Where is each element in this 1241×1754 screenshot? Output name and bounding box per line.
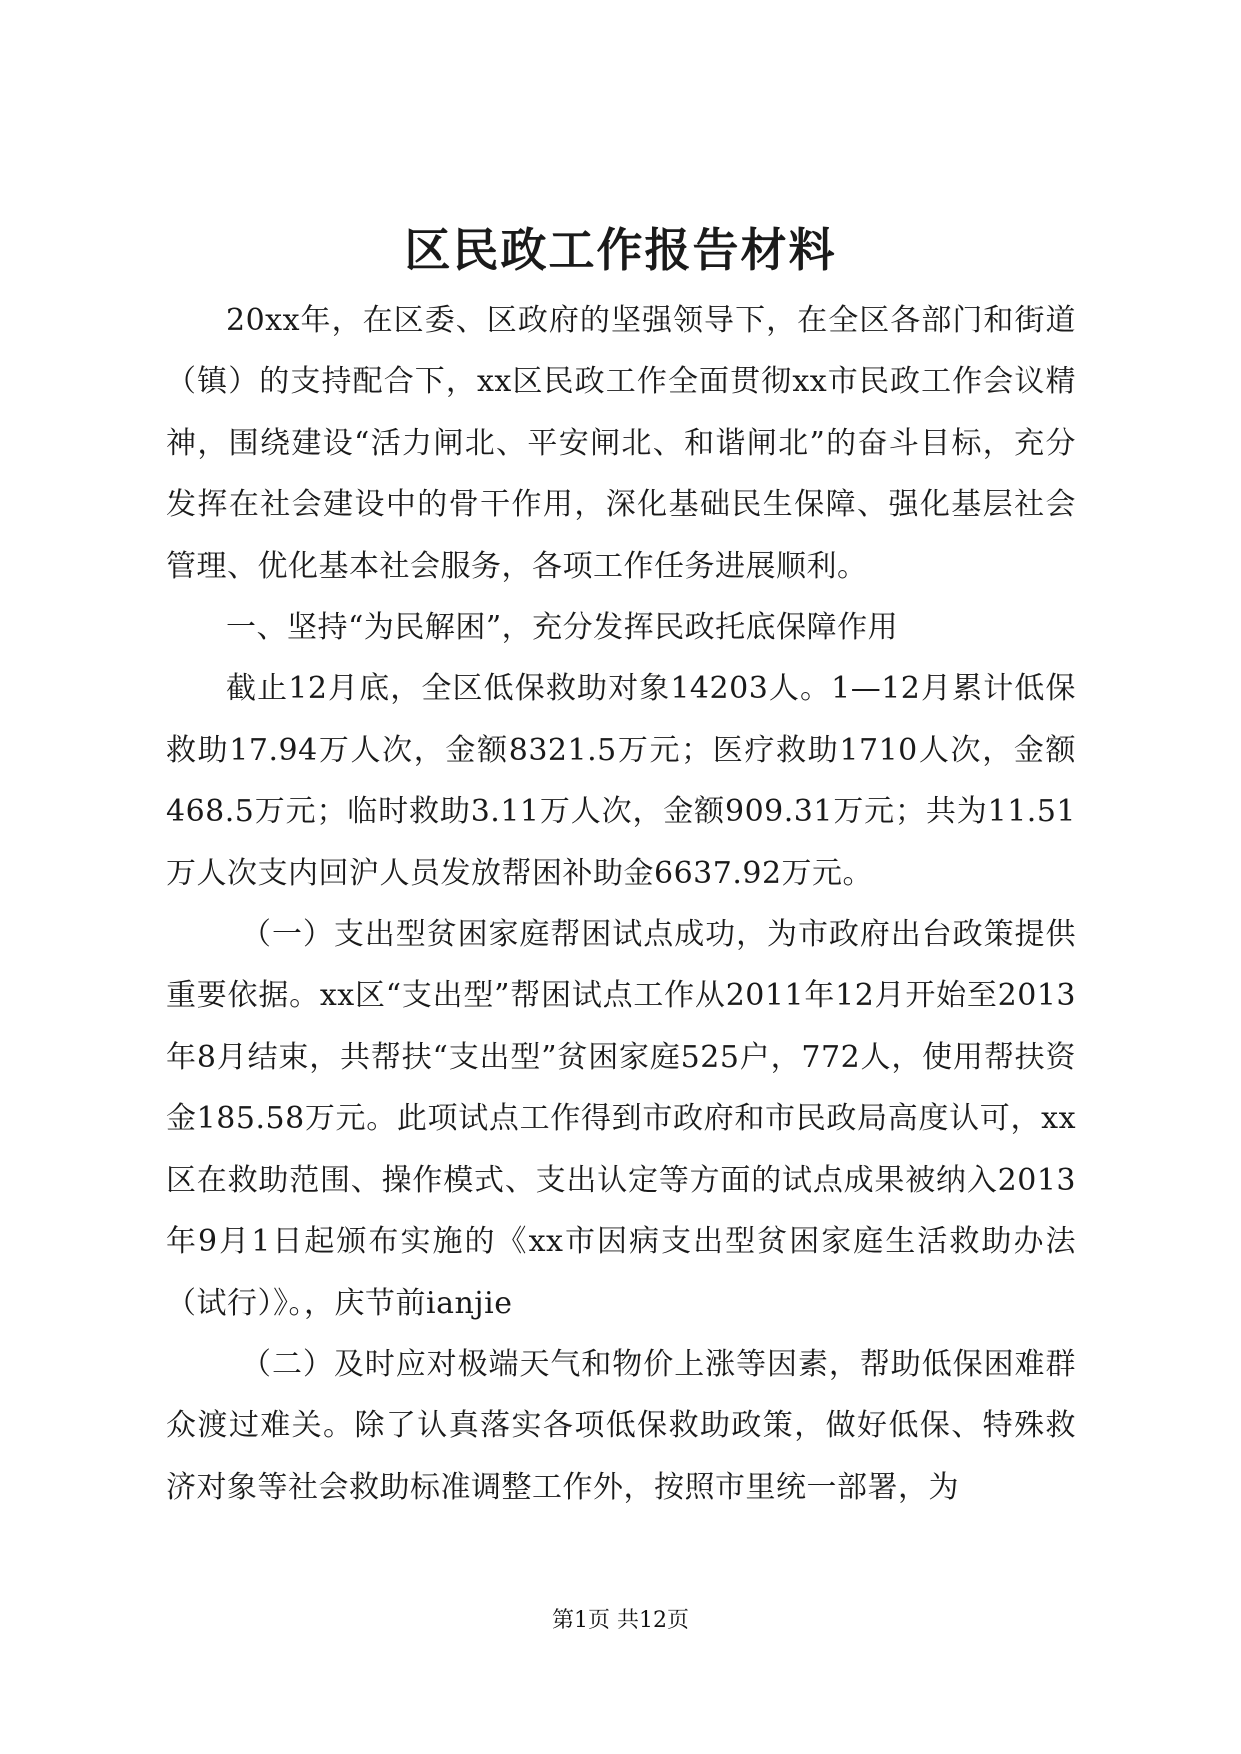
subsection-2-paragraph: （二）及时应对极端天气和物价上涨等因素，帮助低保困难群众渡过难关。除了认真落实各项低保救助政策，做好低保、特殊救济对象等社会救助标准调整工作外，按照市里统一部署，为 [166,1346,1076,1505]
subsection-1-paragraph: （一）支出型贫困家庭帮困试点成功，为市政府出台政策提供重要依据。xx区“支出型”帮困试点工作从2011年12月开始至2013年8月结束，共帮扶“支出型”贫困家庭525户，772人，使用帮扶资金185.58万元。此项试点工作得到市政府和市民政局高度认可，xx区在救助范围、操作模式、支出认定等方面的试点成果被纳入2013年9月1日起颁布实施的《xx市因病支出型贫困家庭生活救助办法（试行）》。，庆节前ianjie [166,917,1076,1321]
section-heading: 一、坚持“为民解困”，充分发挥民政托底保障作用 [226,610,899,646]
document-title: 区民政工作报告材料 [404,223,837,277]
document-body [166,290,1076,1518]
page-number-footer: 第1页 共12页 [552,1608,689,1633]
intro-paragraph: 20xx年，在区委、区政府的坚强领导下，在全区各部门和街道（镇）的支持配合下，xx区民政工作全面贯彻xx市民政工作会议精神，围绕建设“活力闸北、平安闸北、和谐闸北”的奋斗目标，充分发挥在社会建设中的骨干作用，深化基础民生保障、强化基层社会管理、优化基本社会服务，各项工作任务进展顺利。 [166,303,1076,584]
statistics-paragraph: 截止12月底，全区低保救助对象14203人。1—12月累计低保救助17.94万人次，金额8321.5万元；医疗救助1710人次，金额468.5万元；临时救助3.11万人次，金额909.31万元；共为11.51万人次支内回沪人员发放帮困补助金6637.92万元。 [166,671,1076,891]
